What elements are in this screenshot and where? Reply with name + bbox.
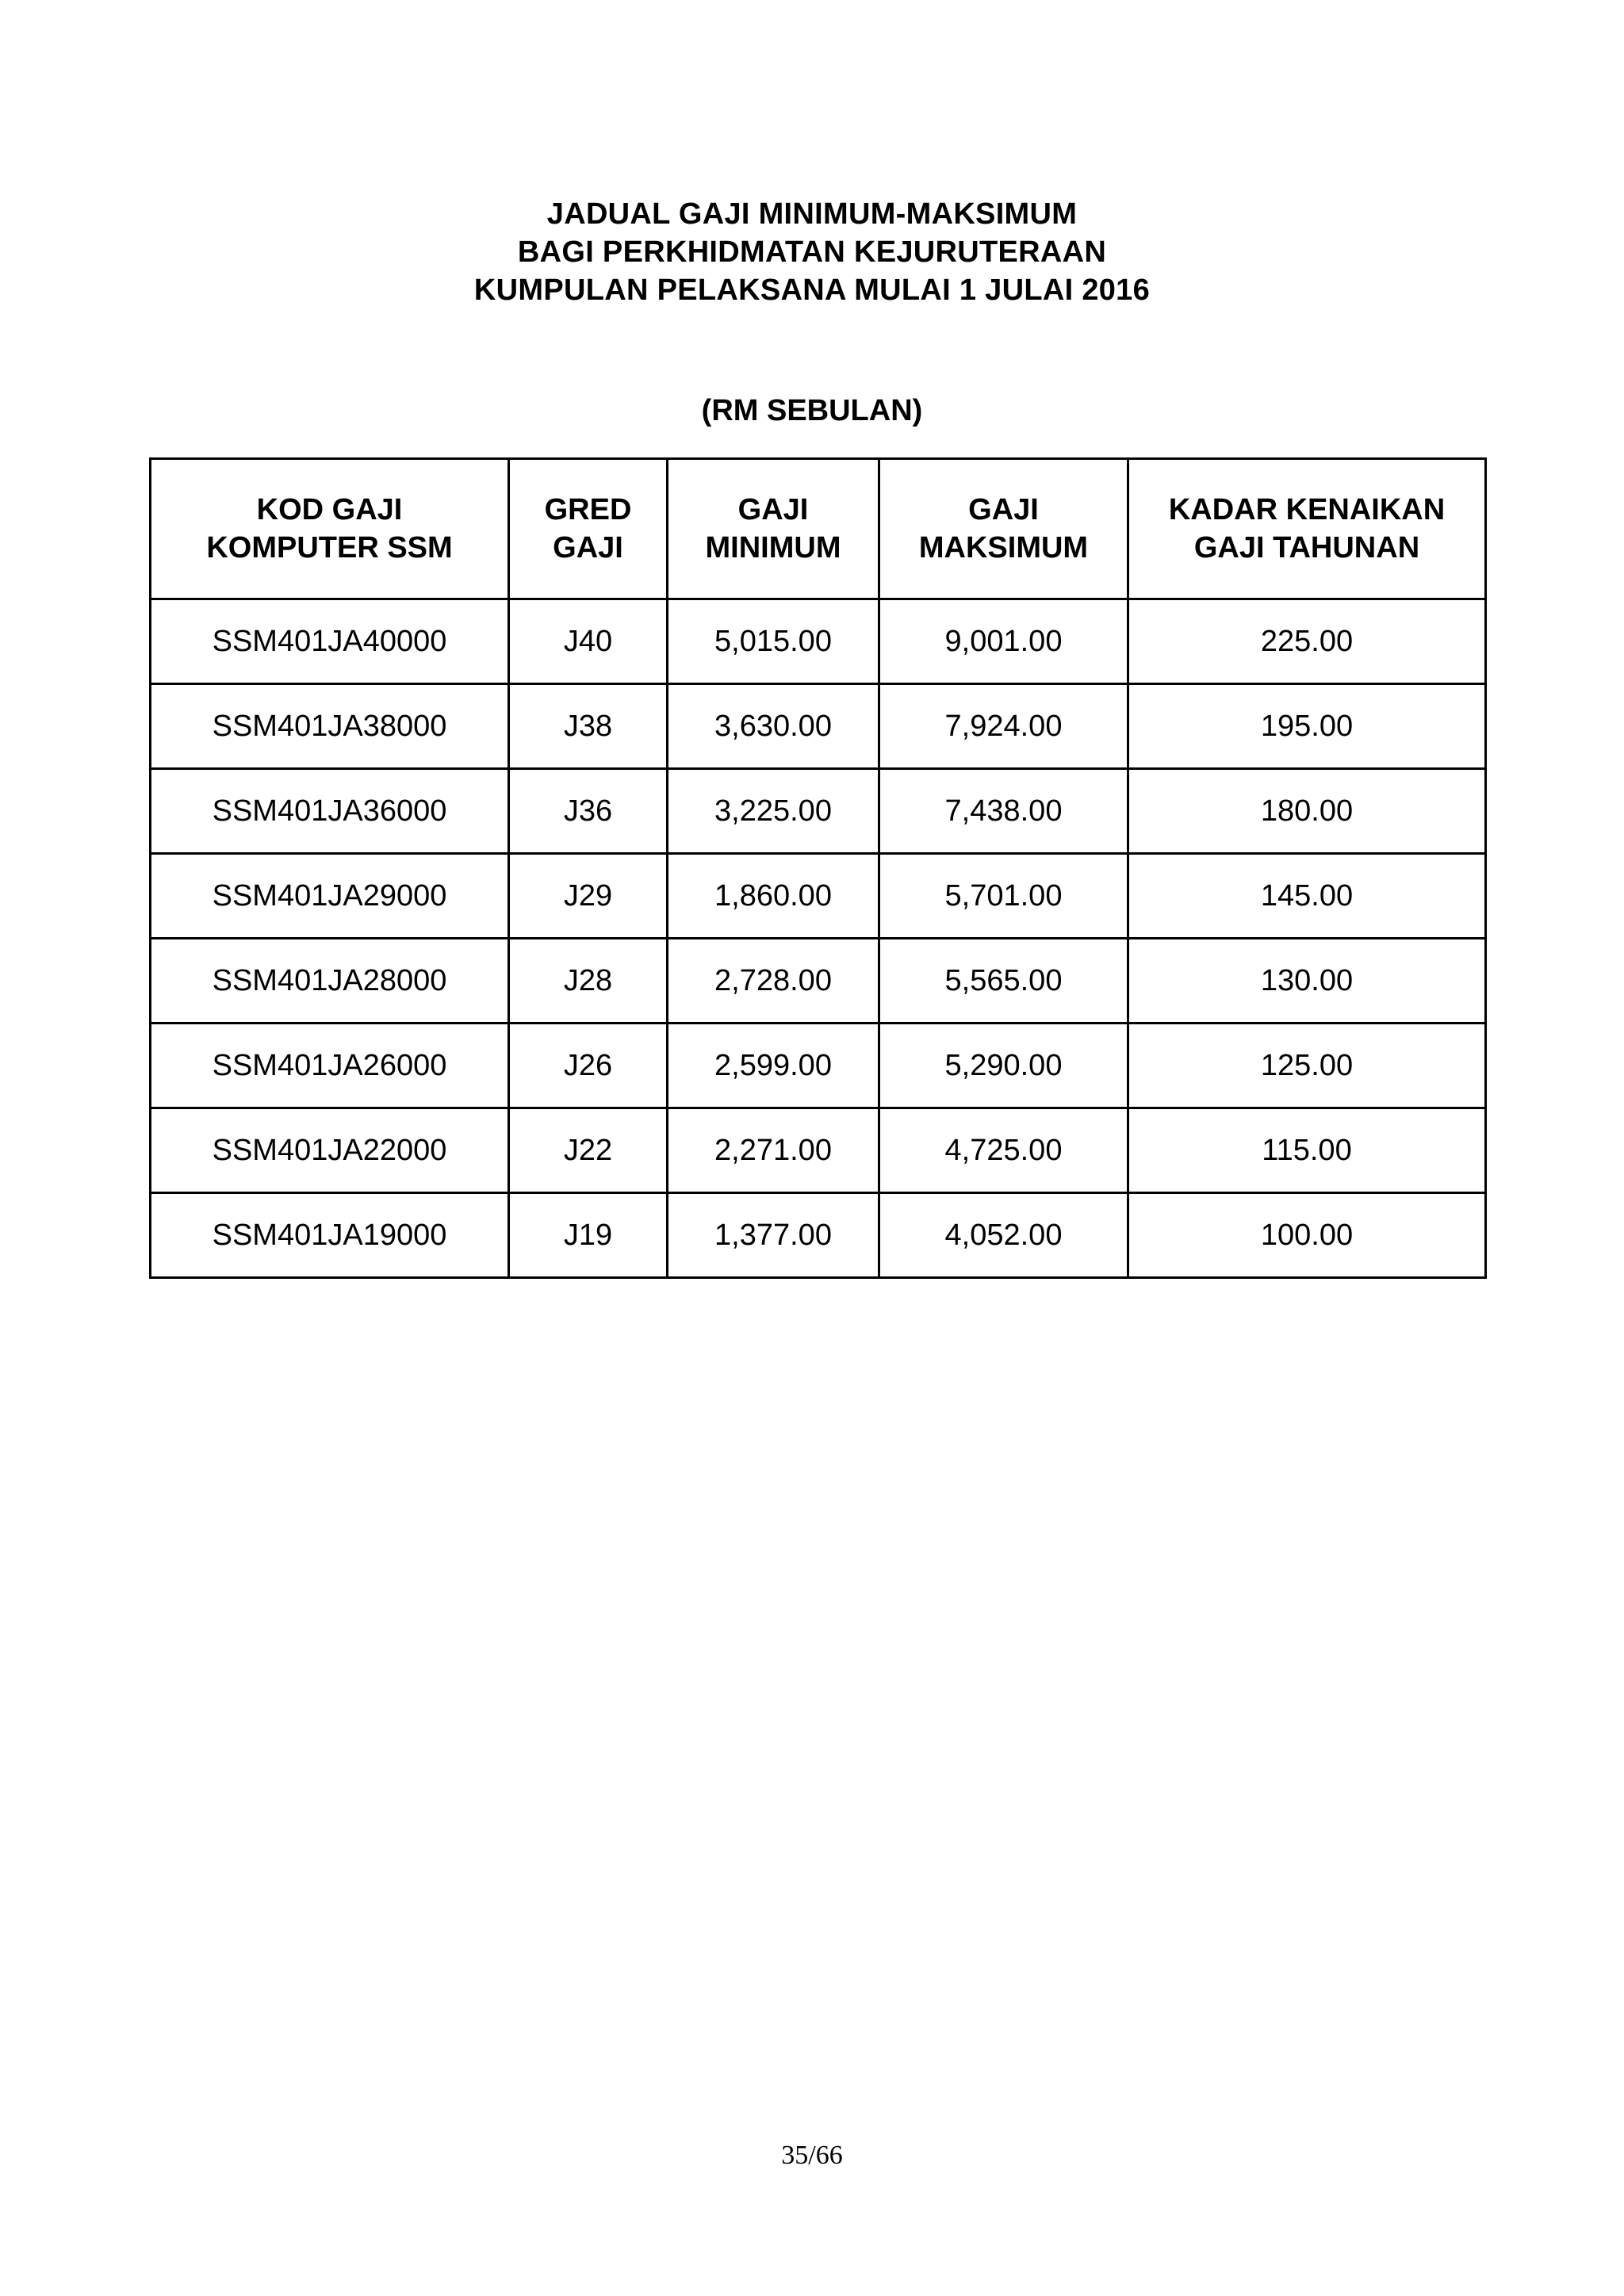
cell-gaji-minimum: 3,630.00 <box>668 684 879 769</box>
cell-gaji-maksimum: 4,052.00 <box>879 1193 1128 1278</box>
cell-kod-gaji: SSM401JA28000 <box>151 939 509 1024</box>
title-line-3: KUMPULAN PELAKSANA MULAI 1 JULAI 2016 <box>473 274 1151 307</box>
header-text: GAJI <box>968 493 1039 526</box>
cell-kadar-kenaikan: 225.00 <box>1128 599 1486 684</box>
header-kadar-kenaikan <box>1128 459 1486 599</box>
cell-gred: J19 <box>509 1193 668 1278</box>
cell-gred: J28 <box>509 939 668 1024</box>
cell-gaji-maksimum: 4,725.00 <box>879 1108 1128 1193</box>
header-text: MINIMUM <box>705 531 841 564</box>
cell-gred: J29 <box>509 854 668 939</box>
table-row <box>151 854 1486 939</box>
header-kod-gaji <box>151 459 509 599</box>
cell-gaji-maksimum: 5,290.00 <box>879 1024 1128 1108</box>
page-number: 35/66 <box>781 2141 843 2170</box>
cell-gred: J40 <box>509 599 668 684</box>
cell-kadar-kenaikan: 130.00 <box>1128 939 1486 1024</box>
cell-gaji-maksimum: 5,565.00 <box>879 939 1128 1024</box>
cell-gred: J36 <box>509 769 668 854</box>
header-text: MAKSIMUM <box>918 531 1089 564</box>
title-line-1: JADUAL GAJI MINIMUM-MAKSIMUM <box>546 197 1078 231</box>
table-row <box>151 1193 1486 1278</box>
header-text: GRED <box>544 493 632 526</box>
header-gaji-minimum <box>668 459 879 599</box>
cell-gaji-maksimum: 5,701.00 <box>879 854 1128 939</box>
cell-kod-gaji: SSM401JA26000 <box>151 1024 509 1108</box>
header-text: GAJI <box>737 493 809 526</box>
cell-kod-gaji: SSM401JA29000 <box>151 854 509 939</box>
cell-gaji-maksimum: 7,438.00 <box>879 769 1128 854</box>
document-title <box>0 195 1624 309</box>
table-row <box>151 939 1486 1024</box>
cell-kadar-kenaikan: 100.00 <box>1128 1193 1486 1278</box>
cell-kod-gaji: SSM401JA38000 <box>151 684 509 769</box>
table-row <box>151 684 1486 769</box>
currency-unit-label: (RM SEBULAN) <box>701 394 923 427</box>
cell-gaji-maksimum: 9,001.00 <box>879 599 1128 684</box>
cell-gaji-minimum: 2,728.00 <box>668 939 879 1024</box>
salary-table <box>149 457 1487 1279</box>
cell-kadar-kenaikan: 115.00 <box>1128 1108 1486 1193</box>
cell-kadar-kenaikan: 145.00 <box>1128 854 1486 939</box>
cell-kadar-kenaikan: 125.00 <box>1128 1024 1486 1108</box>
cell-kod-gaji: SSM401JA19000 <box>151 1193 509 1278</box>
cell-gaji-minimum: 2,271.00 <box>668 1108 879 1193</box>
cell-kadar-kenaikan: 195.00 <box>1128 684 1486 769</box>
cell-gaji-minimum: 2,599.00 <box>668 1024 879 1108</box>
header-text: GAJI <box>553 531 623 564</box>
cell-gred: J22 <box>509 1108 668 1193</box>
cell-gaji-minimum: 1,377.00 <box>668 1193 879 1278</box>
header-text: GAJI TAHUNAN <box>1193 531 1420 564</box>
table-row <box>151 769 1486 854</box>
header-text: KOMPUTER SSM <box>206 531 453 564</box>
cell-gaji-minimum: 5,015.00 <box>668 599 879 684</box>
header-row <box>151 459 1486 599</box>
header-text: KOD GAJI <box>256 493 403 526</box>
header-gred-gaji <box>509 459 668 599</box>
cell-kadar-kenaikan: 180.00 <box>1128 769 1486 854</box>
header-text: KADAR KENAIKAN <box>1168 493 1446 526</box>
cell-kod-gaji: SSM401JA40000 <box>151 599 509 684</box>
header-gaji-maksimum <box>879 459 1128 599</box>
cell-kod-gaji: SSM401JA22000 <box>151 1108 509 1193</box>
cell-kod-gaji: SSM401JA36000 <box>151 769 509 854</box>
table-row <box>151 1108 1486 1193</box>
table-header <box>151 459 1486 599</box>
cell-gred: J26 <box>509 1024 668 1108</box>
cell-gred: J38 <box>509 684 668 769</box>
table-row <box>151 1024 1486 1108</box>
title-line-2: BAGI PERKHIDMATAN KEJURUTERAAN <box>517 235 1107 269</box>
cell-gaji-minimum: 3,225.00 <box>668 769 879 854</box>
cell-gaji-minimum: 1,860.00 <box>668 854 879 939</box>
cell-gaji-maksimum: 7,924.00 <box>879 684 1128 769</box>
table-row <box>151 599 1486 684</box>
table-body <box>151 599 1486 1278</box>
